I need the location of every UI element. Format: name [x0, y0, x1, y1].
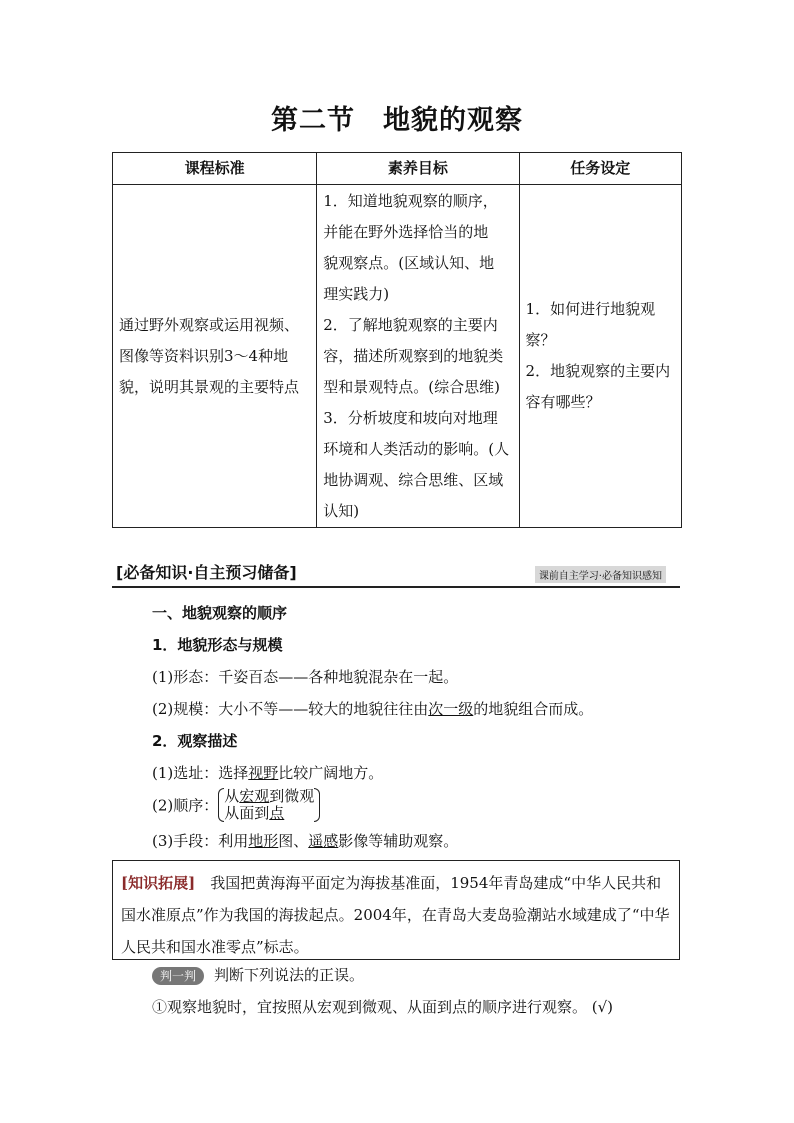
text-order [152, 788, 320, 822]
text-site-post: 比较广阔地方。 [278, 764, 384, 782]
knowledge-extension-tag: [知识拓展] [121, 874, 196, 892]
judge-prompt-line [152, 964, 364, 985]
text-site-underline: 视野 [248, 764, 279, 782]
goals-text: 1．知道地貌观察的顺序， 并能在野外选择恰当的地 貌观察点。(区域认知、地 理实践力) 2．了解地貌观察的主要内 容，描述所观察到的地貌类 型和景观特点。(综合思维) 3．分析坡度和坡向对地理 环境和人类活动的影响。(人 地协调观、综合思维、区域 认知) [323, 191, 510, 520]
judge-tag: 判一判 [152, 967, 204, 985]
tasks-text: 1．如何进行地貌观 察？ 2．地貌观察的主要内 容有哪些？ [525, 300, 671, 411]
text-means-pre: (3)手段：利用 [152, 832, 249, 850]
text-means-post: 影像等辅助观察。 [338, 832, 459, 850]
text-means-underline-2: 遥感 [308, 832, 339, 850]
order-option-1-post: 到微观 [269, 787, 315, 805]
table-cell-goals [317, 185, 519, 528]
text-scale-post: 的地貌组合而成。 [473, 700, 594, 718]
page-title: 第二节 地貌的观察 [271, 105, 523, 136]
text-means [152, 830, 458, 851]
text-form: (1)形态：千姿百态——各种地貌混杂在一起。 [152, 668, 459, 686]
heading-form-scale: 1．地貌形态与规模 [152, 636, 283, 654]
section-badge: 课前自主学习·必备知识感知 [535, 566, 666, 583]
text-site-pre: (1)选址：选择 [152, 764, 249, 782]
text-means-mid: 图、 [278, 832, 309, 850]
order-brace [218, 788, 320, 822]
knowledge-extension-box [112, 860, 680, 960]
standard-text: 通过野外观察或运用视频、图像等资料识别3～4种地貌，说明其景观的主要特点 [119, 315, 300, 396]
order-option-1-underline: 宏观 [239, 787, 270, 805]
order-option-2-pre: 从面到 [224, 804, 270, 822]
curriculum-table [112, 152, 682, 528]
knowledge-extension-text: 我国把黄海海平面定为海拔基准面，1954年青岛建成“中华人民共和国水准原点”作为我国的海拔起点。2004年，在青岛大麦岛验潮站水域建成了“中华人民共和国水准零点”标志。 [121, 874, 670, 956]
table-header-row [113, 153, 682, 185]
order-option-1 [224, 787, 314, 805]
table-cell-standard [113, 185, 317, 528]
judge-prompt: 判断下列说法的正误。 [214, 966, 365, 984]
table-header-tasks: 任务设定 [519, 153, 681, 185]
table-header-goals: 素养目标 [317, 153, 519, 185]
text-site [152, 762, 383, 783]
order-option-2-underline: 点 [269, 804, 285, 822]
text-scale [152, 698, 593, 719]
section-title: [必备知识·自主预习储备] [116, 563, 297, 582]
table-header-standard: 课程标准 [113, 153, 317, 185]
section-header [112, 560, 680, 588]
text-means-underline-1: 地形 [248, 832, 279, 850]
text-scale-underline: 次一级 [428, 700, 474, 718]
text-scale-pre: (2)规模：大小不等——较大的地貌往往由 [152, 700, 429, 718]
table-cell-tasks [519, 185, 681, 528]
text-order-label: (2)顺序： [152, 796, 219, 815]
order-option-1-pre: 从 [224, 787, 240, 805]
heading-observation-order: 一、地貌观察的顺序 [152, 604, 288, 622]
order-option-2 [224, 804, 284, 822]
table-row [113, 185, 682, 528]
heading-observation-desc: 2．观察描述 [152, 732, 238, 750]
judge-item-1: ①观察地貌时，宜按照从宏观到微观、从面到点的顺序进行观察。 (√) [152, 998, 614, 1016]
